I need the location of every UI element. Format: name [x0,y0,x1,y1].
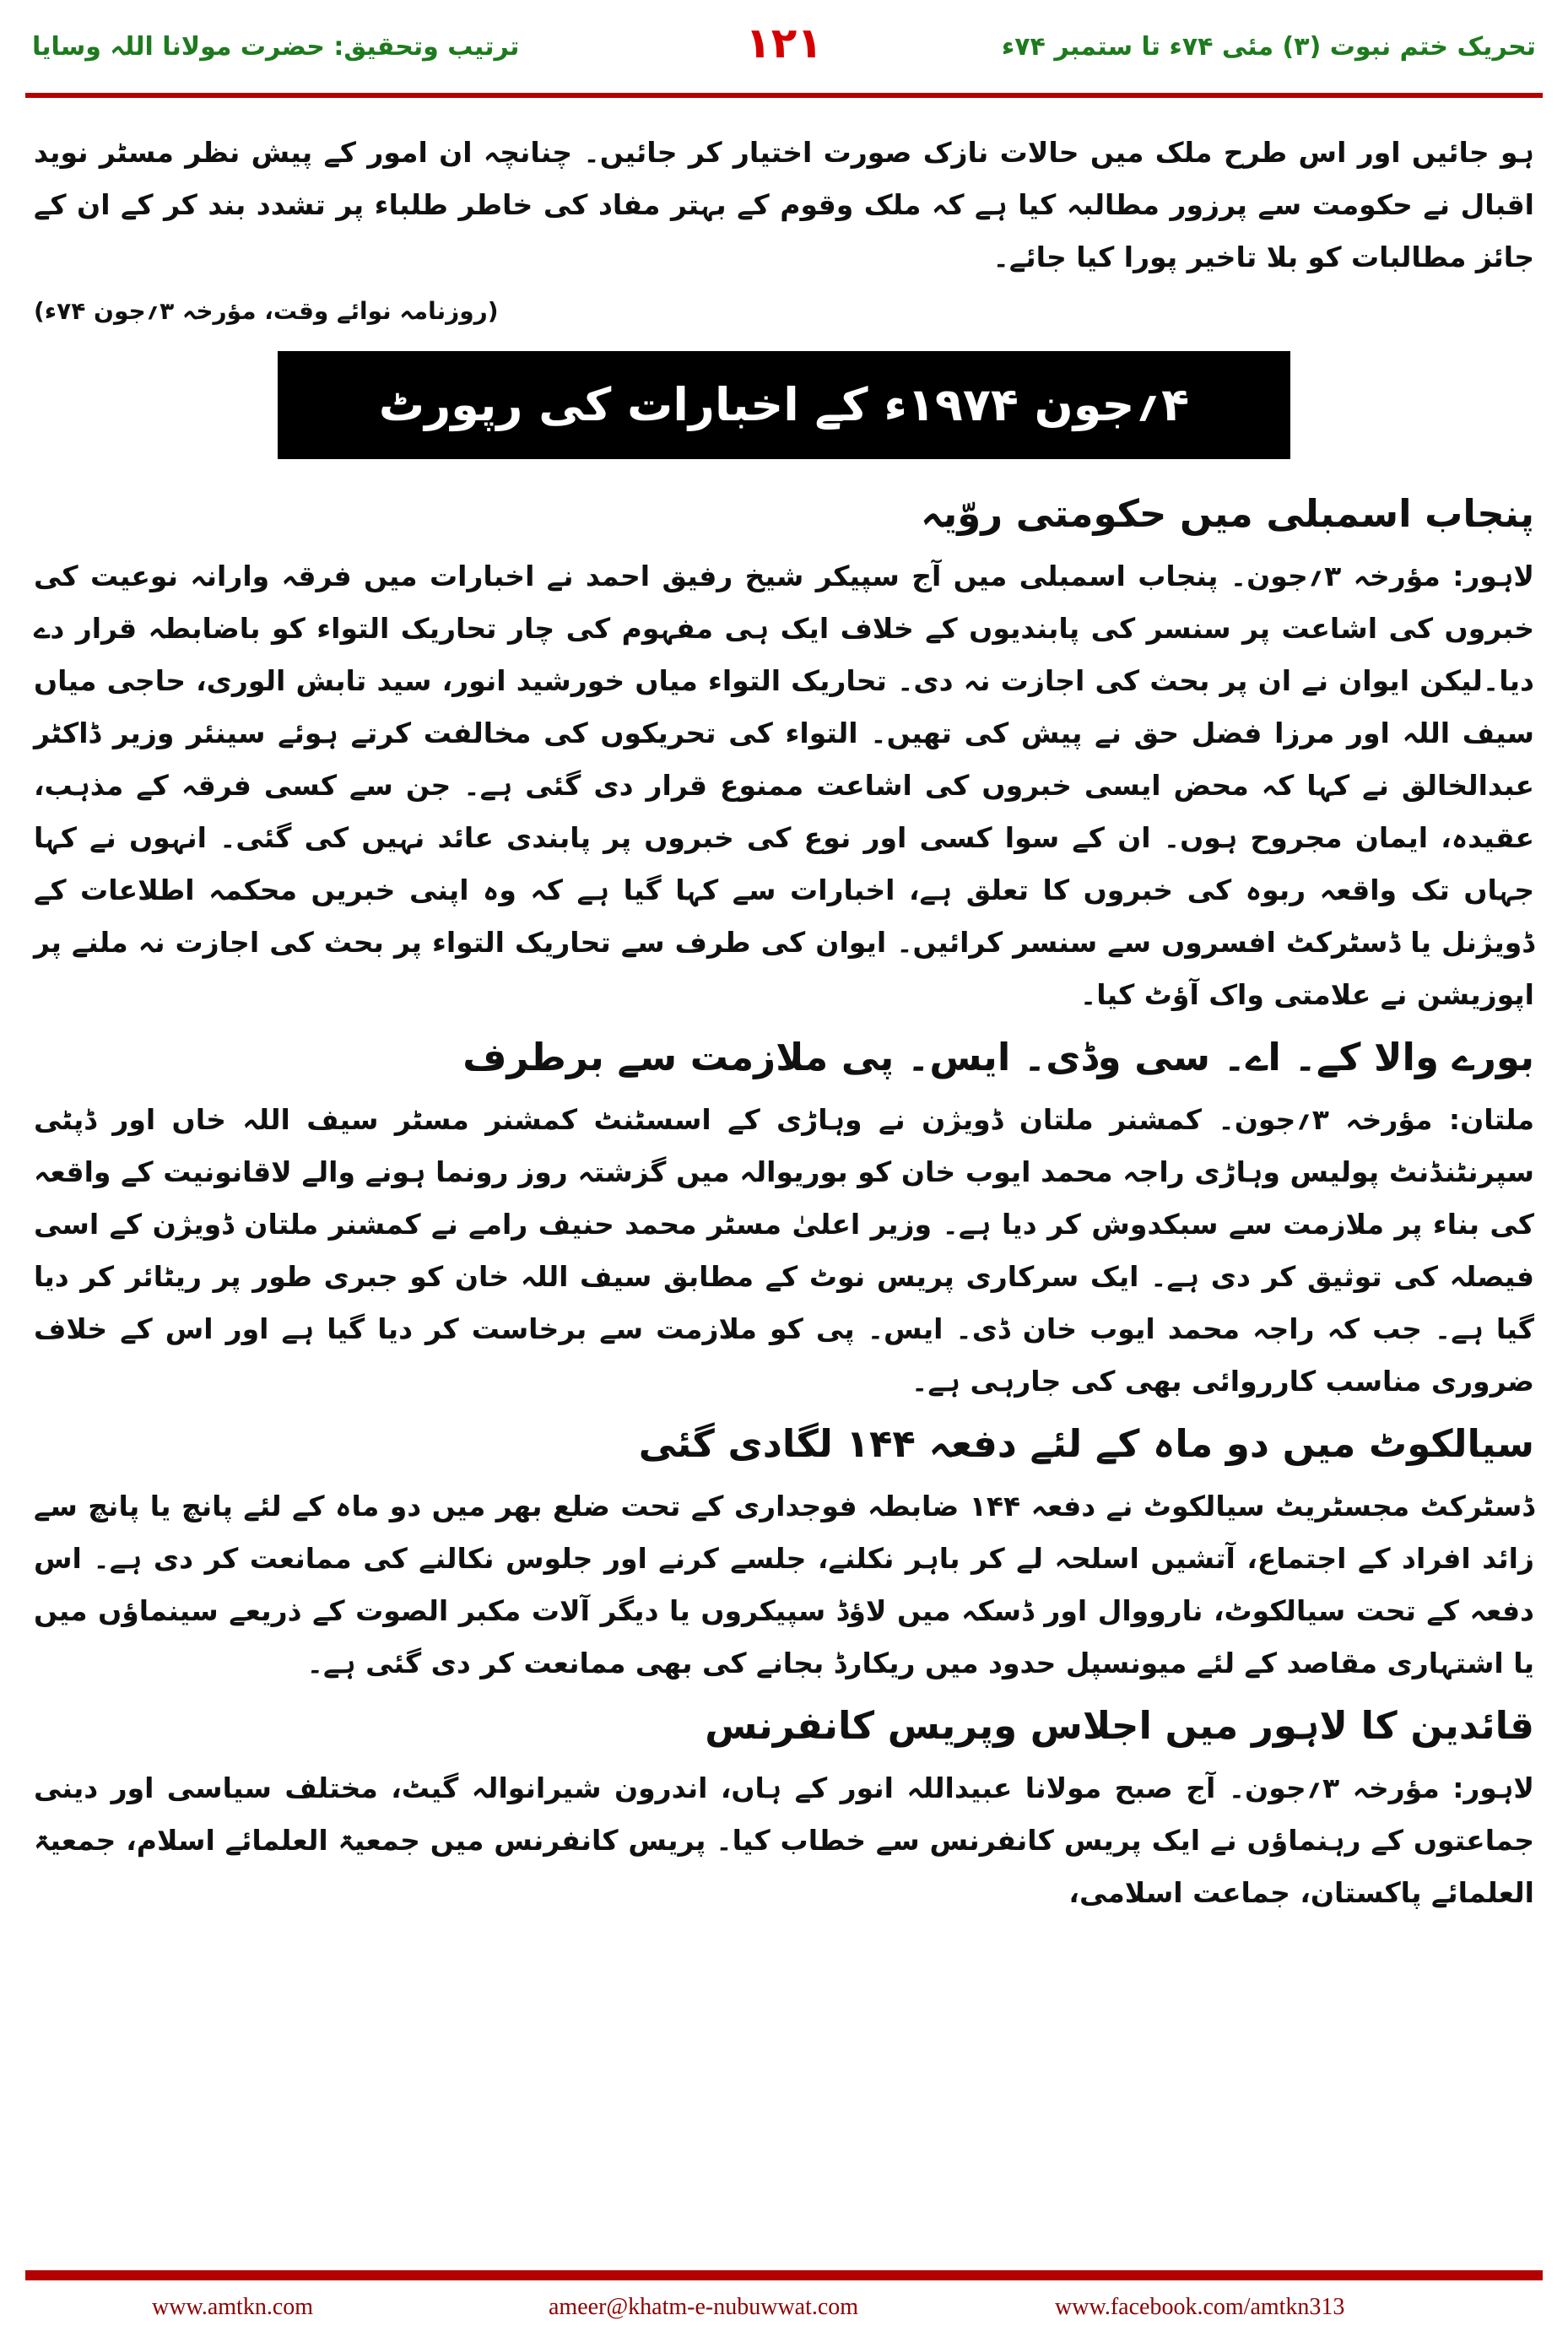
intro-source: (روزنامہ نوائے وقت، مؤرخہ ۳؍جون ۷۴ء) [34,297,499,325]
section-text-sialkot: ڈسٹرکٹ مجسٹریٹ سیالکوٹ نے دفعہ ۱۴۴ ضابطہ فوجداری کے تحت ضلع بھر میں دو ماہ کے لئے پانچ یا پانچ سے زائد افراد کے اجتماع، آتشیں اسلحہ لے کر باہر نکلنے، جلسے کرنے اور جلوس نکالنے کی ممانعت کر دی ہے۔ اس دفعہ کے تحت سیالکوٹ، نارووال اور ڈسکہ میں لاؤڈ سپیکروں یا دیگر آلات مکبر الصوت کے ذریعے سینماؤں میں یا اشتہاری مقاصد کے لئے میونسپل حدود میں ریکارڈ بجانے کی بھی ممانعت کر دی گئی ہے۔ [34,1490,1534,1679]
compiler-credit: ترتیب وتحقیق: حضرت مولانا اللہ وسایا [32,32,520,62]
section-text-burewala: ملتان: مؤرخہ ۳؍جون۔ کمشنر ملتان ڈویژن نے وہاڑی کے اسسٹنٹ کمشنر مسٹر سیف اللہ خاں اور ڈپٹی سپرنٹنڈنٹ پولیس وہاڑی راجہ محمد ایوب خان کو بوریوالہ میں گزشتہ روز رونما ہونے والے لاقانونیت کے واقعہ کی بناء پر ملازمت سے سبکدوش کر دیا ہے۔ وزیر اعلیٰ مسٹر محمد حنیف رامے نے کمشنر ملتان ڈویژن کے اسی فیصلہ کی توثیق کر دی ہے۔ ایک سرکاری پریس نوٹ کے مطابق سیف اللہ خان کو جبری طور پر ریٹائر کر دیا گیا ہے۔ جب کہ راجہ محمد ایوب خان ڈی۔ ایس۔ پی کو ملازمت سے برخاست کر دیا گیا ہے اور اس کے خلاف ضروری مناسب کارروائی بھی کی جارہی ہے۔ [34,1103,1535,1398]
section-heading-press-conference: قائدین کا لاہور میں اجلاس وپریس کانفرنس [705,1703,1534,1748]
section-banner: ۴؍جون ۱۹۷۴ء کے اخبارات کی رپورٹ [278,351,1290,459]
page-number: ۱۲۱ [745,19,823,68]
footer-facebook-link[interactable]: www.facebook.com/amtkn313 [1055,2294,1345,2320]
footer-website-link[interactable]: www.amtkn.com [152,2294,314,2320]
book-title: تحریک ختم نبوت (۳) مئی ۷۴ء تا ستمبر ۷۴ء [1001,32,1536,62]
footer-email-link[interactable]: ameer@khatm-e-nubuwwat.com [549,2294,859,2320]
section-text-press-conference: لاہور: مؤرخہ ۳؍جون۔ آج صبح مولانا عبیداللہ انور کے ہاں، اندرون شیرانوالہ گیٹ، مختلف سیاسی اور دینی جماعتوں کے رہنماؤں نے ایک پریس کانفرنس سے خطاب کیا۔ پریس کانفرنس میں جمعیۃ العلمائے اسلام، جمعیۃ العلمائے پاکستان، جماعت اسلامی، [34,1771,1534,1909]
page-header [0,0,1568,95]
header-divider [25,93,1543,98]
section-heading-burewala: بورے والا کے۔ اے۔ سی وڈی۔ ایس۔ پی ملازمت سے برطرف [462,1035,1534,1079]
section-heading-sialkot: سیالکوٹ میں دو ماہ کے لئے دفعہ ۱۴۴ لگادی گئی [638,1421,1534,1466]
page-body [34,127,1534,1919]
banner-wrapper [34,351,1534,459]
section-text-punjab-assembly: لاہور: مؤرخہ ۳؍جون۔ پنجاب اسمبلی میں آج سپیکر شیخ رفیق احمد نے اخبارات میں فرقہ وارانہ نوعیت کی خبروں کی اشاعت پر سنسر کی پابندیوں کے خلاف ایک ہی مفہوم کی چار تحاریک التواء کو باضابطہ قرار دے دیا۔لیکن ایوان نے ان پر بحث کی اجازت نہ دی۔ تحاریک التواء میاں خورشید انور، سید تابش الوری، حاجی میاں سیف اللہ اور مرزا فضل حق نے پیش کی تھیں۔ التواء کی تحریکوں کی مخالفت کرتے ہوئے سینئر وزیر ڈاکٹر عبدالخالق نے کہا کہ محض ایسی خبروں کی اشاعت ممنوع قرار دی گئی ہے۔ جن سے کسی فرقہ کے مذہب، عقیدہ، ایمان مجروح ہوں۔ ان کے سوا کسی اور نوع کی خبروں پر پابندی عائد نہیں کی گئی۔ انہوں نے کہا جہاں تک واقعہ ربوہ کی خبروں کا تعلق ہے، اخبارات سے کہا گیا ہے کہ وہ اپنی خبریں محکمہ اطلاعات کے ڈویژنل یا ڈسٹرکٹ افسروں سے سنسر کرائیں۔ ایوان کی طرف سے تحاریک التواء پر بحث کی اجازت نہ ملنے پر اپوزیشن نے علامتی واک آؤٹ کیا۔ [34,560,1534,1011]
section-heading-punjab-assembly: پنجاب اسمبلی میں حکومتی روّیہ [920,491,1534,536]
intro-paragraph: ہو جائیں اور اس طرح ملک میں حالات نازک صورت اختیار کر جائیں۔ چنانچہ ان امور کے پیش نظر مسٹر نوید اقبال نے حکومت سے پرزور مطالبہ کیا ہے کہ ملک وقوم کے بہتر مفاد کی خاطر طلباء پر تشدد بند کر کے ان کے جائز مطالبات کو بلا تاخیر پورا کیا جائے۔ [34,136,1534,273]
page-footer [0,2289,1568,2331]
footer-divider [25,2270,1543,2280]
